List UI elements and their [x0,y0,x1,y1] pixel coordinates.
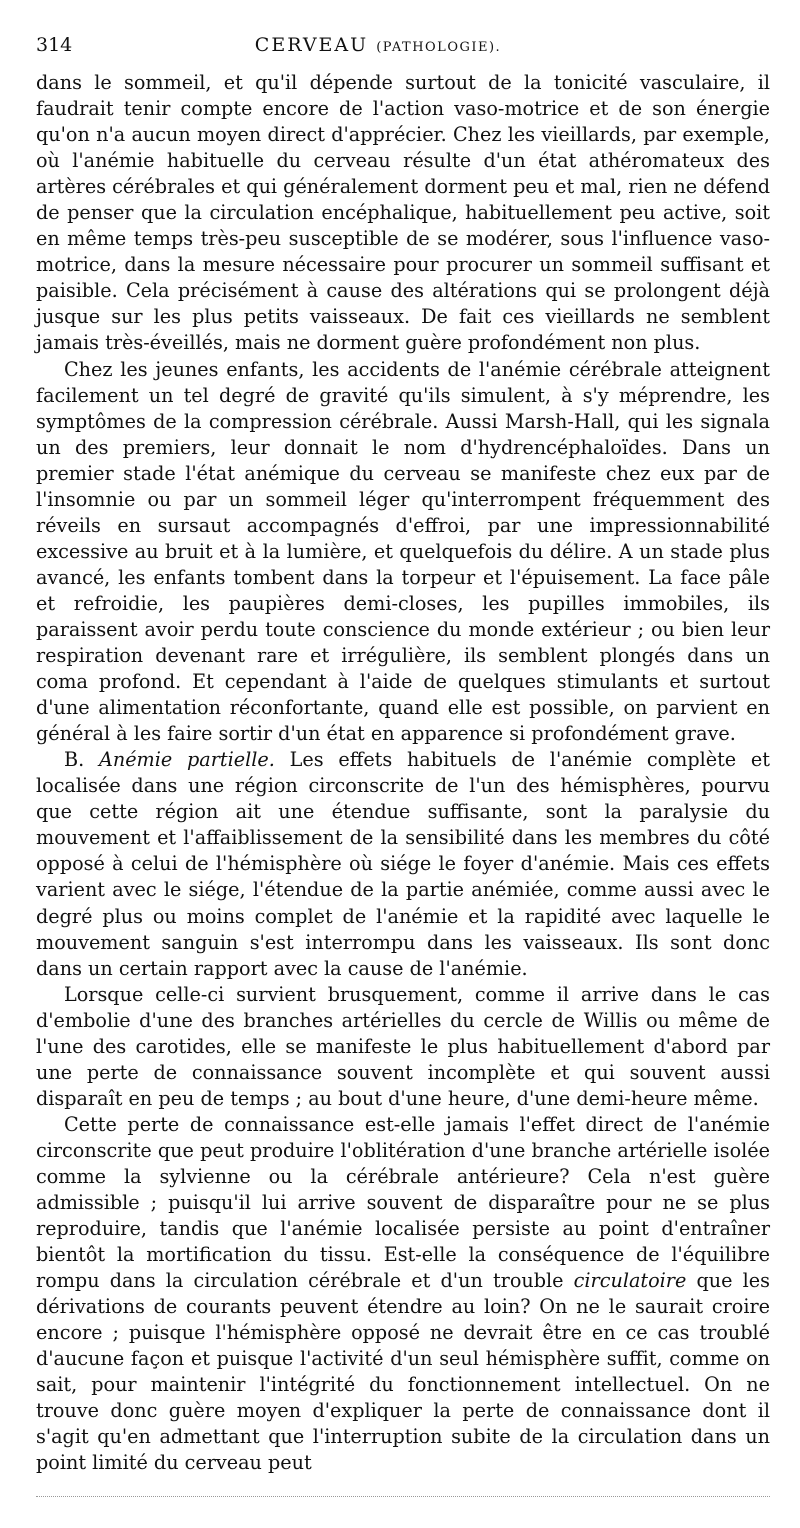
paragraph-partial-anemia-text: Les effets habituels de l'anémie complète et localisée dans une région circonscrite de l'un des hémisphères, pourvu que cette région ait une étendue suffisante, sont la paralysie du mouvement et l'affaiblissement de la sensibilité dans les membres du côté opposé à celui de l'hémisphère où siége le foyer d'anémie. Mais ces effets varient avec le siége, l'étendue de la partie anémiée, comme aussi avec le degré plus ou moins complet de l'anémie et la rapidité avec laquelle le mouvement sanguin s'est interrompu dans les vaisseaux. Ils sont donc dans un certain rapport avec la cause de l'anémie. [36,748,770,980]
paragraph-continuation: dans le sommeil, et qu'il dépende surtout de la tonicité vasculaire, il faudrait tenir compte encore de l'action vaso-motrice et de son énergie qu'on n'a aucun moyen direct d'apprécier. Chez les vieillards, par exemple, où l'anémie habituelle du cerveau résulte d'un état athéromateux des artères cérébrales et qui généralement dorment peu et mal, rien ne défend de penser que la circulation encéphalique, habituellement peu active, soit en même temps très-peu susceptible de se modérer, sous l'influence vaso-motrice, dans la mesure nécessaire pour procurer un sommeil suffisant et paisible. Cela précisément à cause des altérations qui se prolongent déjà jusque sur les plus petits vaisseaux. De fait ces vieillards ne semblent jamais très-éveillés, mais ne dorment guère profondément non plus. [36,71,770,355]
section-label: B. [64,748,85,772]
running-head [36,34,770,68]
italic-word: circulatoire [573,1269,687,1293]
running-title [116,34,770,56]
paragraph-sudden-onset: Lorsque celle-ci survient brusquement, comme il arrive dans le cas d'embolie d'une des branches artérielles du cercle de Willis ou même de l'une des carotides, elle se manifeste le plus habituellement d'abord par une perte de connaissance souvent incomplète et qui souvent aussi disparaît en peu de temps ; au bout d'une heure, d'une demi-heure même. [36,982,770,1110]
paragraph-text-a: Cette perte de connaissance est-elle jamais l'effet direct de l'anémie circonscrite que peut produire l'oblitération d'une branche artérielle isolée comme la sylvienne ou la cérébrale antérieure? Cela n'est guère admissible ; puisqu'il lui arrive souvent de disparaître pour ne se plus reproduire, tandis que l'anémie localisée persiste au point d'entraîner bientôt la mortification du tissu. Est-elle la conséquence de l'équilibre rompu dans la circulation cérébrale et d'un trouble [36,1112,770,1293]
paragraph-partial-anemia [36,747,770,981]
paragraph-text-b: que les dérivations de courants peuvent étendre au loin? On ne le saurait croire encore ; puisque l'hémisphère opposé ne devrait être en ce cas troublé d'aucune façon et puisque l'activité d'un seul hémisphère suffit, comme on sait, pour maintenir l'intégrité du fonctionnement intellectuel. On ne trouve donc guère moyen d'expliquer la perte de connaissance dont il s'agit qu'en admettant que l'interruption subite de la circulation dans un point limité du cerveau peut [36,1269,770,1475]
paragraph-children-anemia: Chez les jeunes enfants, les accidents de l'anémie cérébrale atteignent facilement un tel degré de gravité qu'ils simulent, à s'y méprendre, les symptômes de la compression cérébrale. Aussi Marsh-Hall, qui les signala un des premiers, leur donnait le nom d'hydrencéphaloïdes. Dans un premier stade l'état anémique du cerveau se manifeste chez eux par de l'insomnie ou par un sommeil léger qu'interrompent fréquemment des réveils en sursaut accompagnés d'effroi, par une impressionnabilité excessive au bruit et à la lumière, et quelquefois du délire. A un stade plus avancé, les enfants tombent dans la torpeur et l'épuisement. La face pâle et refroidie, les paupières demi-closes, les pupilles immobiles, ils paraissent avoir perdu toute conscience du monde extérieur ; ou bien leur respiration devenant rare et irrégulière, ils semblent plongés dans un coma profond. Et cependant à l'aide de quelques stimulants et surtout d'une alimentation réconfortante, quand elle est possible, on parvient en général à les faire sortir d'un état en apparence si profondément grave. [36,357,770,746]
body-text [36,70,770,1477]
footer-rule [36,1496,770,1497]
page-number: 314 [36,34,73,56]
running-title-sub: (PATHOLOGIE). [376,40,502,55]
paragraph-loss-of-consciousness [36,1112,770,1477]
section-title: Anémie partielle. [98,748,275,772]
running-title-main: CERVEAU [254,34,369,56]
